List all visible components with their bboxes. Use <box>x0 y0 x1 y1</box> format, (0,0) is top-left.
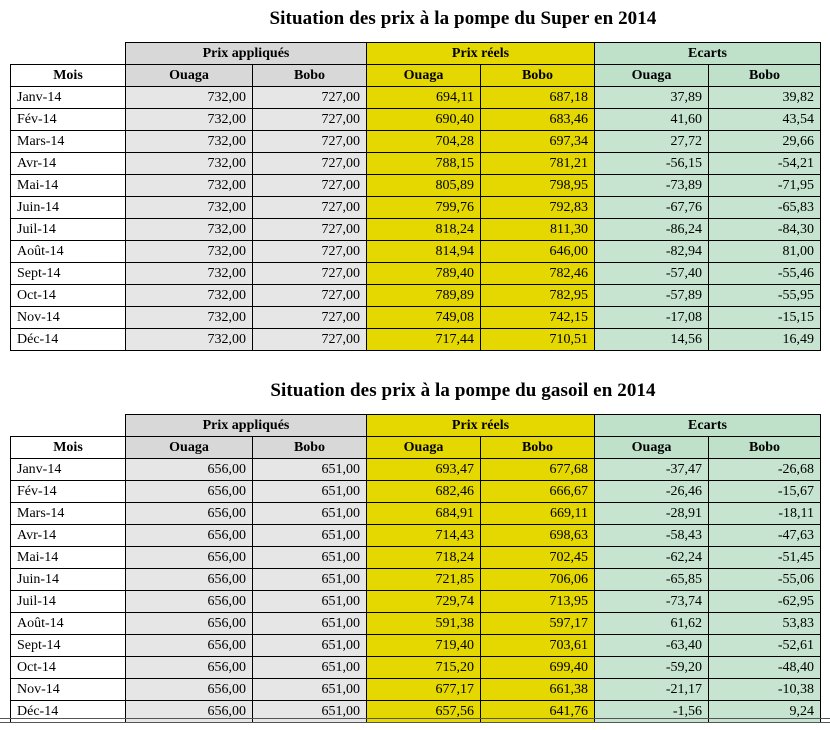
cell-real-ouaga: 704,28 <box>367 131 481 153</box>
cell-applied-bobo: 727,00 <box>253 175 367 197</box>
cell-applied-bobo: 651,00 <box>253 701 367 723</box>
cell-gap-bobo: -55,46 <box>709 263 821 285</box>
cell-month: Mai-14 <box>11 547 126 569</box>
cell-applied-ouaga: 732,00 <box>126 197 253 219</box>
cell-applied-bobo: 651,00 <box>253 547 367 569</box>
cell-applied-bobo: 651,00 <box>253 591 367 613</box>
cell-applied-ouaga: 732,00 <box>126 219 253 241</box>
cell-applied-ouaga: 656,00 <box>126 481 253 503</box>
cell-gap-bobo: -55,06 <box>709 569 821 591</box>
cell-gap-bobo: -54,21 <box>709 153 821 175</box>
table-row <box>11 285 821 307</box>
cell-applied-bobo: 727,00 <box>253 241 367 263</box>
cell-gap-bobo: 81,00 <box>709 241 821 263</box>
cell-real-bobo: 782,46 <box>481 263 595 285</box>
cell-month: Juil-14 <box>11 219 126 241</box>
cell-month: Août-14 <box>11 241 126 263</box>
cell-applied-ouaga: 656,00 <box>126 591 253 613</box>
cell-gap-bobo: -15,67 <box>709 481 821 503</box>
table-row <box>11 547 821 569</box>
cell-applied-ouaga: 732,00 <box>126 241 253 263</box>
cell-gap-bobo: -10,38 <box>709 679 821 701</box>
cell-gap-ouaga: -86,24 <box>595 219 709 241</box>
cell-real-ouaga: 789,89 <box>367 285 481 307</box>
cell-real-ouaga: 657,56 <box>367 701 481 723</box>
cell-applied-bobo: 727,00 <box>253 109 367 131</box>
header-spacer <box>11 415 126 437</box>
cell-month: Déc-14 <box>11 329 126 351</box>
table-row <box>11 613 821 635</box>
cell-gap-ouaga: -63,40 <box>595 635 709 657</box>
table-row <box>11 197 821 219</box>
gasoil-table-title: Situation des prix à la pompe du gasoil en 2014 <box>270 380 656 401</box>
cell-gap-bobo: 9,24 <box>709 701 821 723</box>
group-header-applied: Prix appliqués <box>126 43 367 65</box>
cell-applied-bobo: 727,00 <box>253 197 367 219</box>
cell-real-ouaga: 719,40 <box>367 635 481 657</box>
cell-applied-ouaga: 732,00 <box>126 307 253 329</box>
group-header-gap: Ecarts <box>595 415 821 437</box>
cell-month: Sept-14 <box>11 635 126 657</box>
cell-real-ouaga: 718,24 <box>367 547 481 569</box>
table-row <box>11 175 821 197</box>
column-header-mois: Mois <box>11 437 126 459</box>
cell-gap-ouaga: -58,43 <box>595 525 709 547</box>
cell-applied-bobo: 651,00 <box>253 635 367 657</box>
cell-applied-ouaga: 732,00 <box>126 329 253 351</box>
cell-applied-ouaga: 656,00 <box>126 635 253 657</box>
column-header-real-bobo: Bobo <box>481 65 595 87</box>
cell-gap-ouaga: -56,15 <box>595 153 709 175</box>
cell-applied-bobo: 651,00 <box>253 525 367 547</box>
cell-real-ouaga: 694,11 <box>367 87 481 109</box>
table-row <box>11 481 821 503</box>
table-row <box>11 503 821 525</box>
cell-applied-ouaga: 656,00 <box>126 525 253 547</box>
cell-gap-ouaga: -62,24 <box>595 547 709 569</box>
cell-month: Déc-14 <box>11 701 126 723</box>
table-row <box>11 219 821 241</box>
cell-real-bobo: 597,17 <box>481 613 595 635</box>
cell-gap-bobo: -18,11 <box>709 503 821 525</box>
column-header-real-ouaga: Ouaga <box>367 65 481 87</box>
column-header-real-ouaga: Ouaga <box>367 437 481 459</box>
cell-applied-bobo: 727,00 <box>253 87 367 109</box>
cell-real-bobo: 641,76 <box>481 701 595 723</box>
cell-gap-bobo: 39,82 <box>709 87 821 109</box>
cell-month: Fév-14 <box>11 109 126 131</box>
cell-month: Nov-14 <box>11 307 126 329</box>
cell-real-bobo: 742,15 <box>481 307 595 329</box>
table-row <box>11 657 821 679</box>
cell-month: Oct-14 <box>11 657 126 679</box>
cell-real-bobo: 703,61 <box>481 635 595 657</box>
cell-gap-ouaga: 27,72 <box>595 131 709 153</box>
cell-applied-ouaga: 656,00 <box>126 459 253 481</box>
cell-gap-ouaga: 41,60 <box>595 109 709 131</box>
cell-month: Avr-14 <box>11 153 126 175</box>
cell-applied-ouaga: 732,00 <box>126 153 253 175</box>
table-row <box>11 591 821 613</box>
cell-applied-bobo: 651,00 <box>253 613 367 635</box>
cell-real-ouaga: 818,24 <box>367 219 481 241</box>
cell-real-ouaga: 789,40 <box>367 263 481 285</box>
cell-applied-bobo: 651,00 <box>253 503 367 525</box>
super-table-title: Situation des prix à la pompe du Super en 2014 <box>269 8 657 29</box>
super-price-table <box>10 42 821 351</box>
cell-gap-bobo: 43,54 <box>709 109 821 131</box>
cell-real-bobo: 669,11 <box>481 503 595 525</box>
table-row <box>11 131 821 153</box>
cell-gap-bobo: 53,83 <box>709 613 821 635</box>
cell-gap-ouaga: 37,89 <box>595 87 709 109</box>
cell-applied-ouaga: 656,00 <box>126 701 253 723</box>
cell-real-ouaga: 721,85 <box>367 569 481 591</box>
cell-gap-bobo: -47,63 <box>709 525 821 547</box>
cell-real-bobo: 646,00 <box>481 241 595 263</box>
cell-real-ouaga: 591,38 <box>367 613 481 635</box>
cell-real-bobo: 710,51 <box>481 329 595 351</box>
cell-real-bobo: 697,34 <box>481 131 595 153</box>
bottom-divider <box>0 718 830 723</box>
cell-month: Août-14 <box>11 613 126 635</box>
cell-real-bobo: 811,30 <box>481 219 595 241</box>
cell-real-ouaga: 729,74 <box>367 591 481 613</box>
cell-applied-bobo: 727,00 <box>253 263 367 285</box>
cell-real-bobo: 677,68 <box>481 459 595 481</box>
cell-real-ouaga: 682,46 <box>367 481 481 503</box>
column-header-applied-bobo: Bobo <box>253 65 367 87</box>
cell-applied-ouaga: 732,00 <box>126 87 253 109</box>
cell-real-ouaga: 717,44 <box>367 329 481 351</box>
cell-gap-bobo: -52,61 <box>709 635 821 657</box>
column-header-gap-bobo: Bobo <box>709 65 821 87</box>
table-row <box>11 329 821 351</box>
cell-month: Mars-14 <box>11 131 126 153</box>
column-header-gap-ouaga: Ouaga <box>595 437 709 459</box>
cell-applied-bobo: 651,00 <box>253 679 367 701</box>
cell-month: Fév-14 <box>11 481 126 503</box>
cell-month: Avr-14 <box>11 525 126 547</box>
cell-applied-ouaga: 732,00 <box>126 109 253 131</box>
cell-applied-ouaga: 732,00 <box>126 175 253 197</box>
cell-applied-bobo: 727,00 <box>253 219 367 241</box>
cell-real-bobo: 666,67 <box>481 481 595 503</box>
cell-real-bobo: 781,21 <box>481 153 595 175</box>
cell-gap-ouaga: -1,56 <box>595 701 709 723</box>
cell-applied-ouaga: 656,00 <box>126 569 253 591</box>
cell-applied-bobo: 727,00 <box>253 131 367 153</box>
cell-applied-bobo: 727,00 <box>253 329 367 351</box>
cell-applied-ouaga: 656,00 <box>126 547 253 569</box>
group-header-real: Prix réels <box>367 43 595 65</box>
cell-gap-bobo: -15,15 <box>709 307 821 329</box>
cell-real-bobo: 687,18 <box>481 87 595 109</box>
cell-gap-ouaga: -26,46 <box>595 481 709 503</box>
cell-real-bobo: 782,95 <box>481 285 595 307</box>
cell-real-ouaga: 690,40 <box>367 109 481 131</box>
gasoil-price-table <box>10 414 821 723</box>
cell-month: Janv-14 <box>11 87 126 109</box>
cell-applied-ouaga: 732,00 <box>126 263 253 285</box>
super-table-body <box>11 87 821 351</box>
cell-real-ouaga: 677,17 <box>367 679 481 701</box>
cell-month: Janv-14 <box>11 459 126 481</box>
cell-applied-bobo: 727,00 <box>253 153 367 175</box>
group-header-real: Prix réels <box>367 415 595 437</box>
cell-real-ouaga: 684,91 <box>367 503 481 525</box>
cell-real-ouaga: 805,89 <box>367 175 481 197</box>
cell-gap-ouaga: -57,89 <box>595 285 709 307</box>
cell-gap-ouaga: 14,56 <box>595 329 709 351</box>
cell-real-bobo: 798,95 <box>481 175 595 197</box>
table-row <box>11 241 821 263</box>
cell-applied-ouaga: 656,00 <box>126 613 253 635</box>
column-header-gap-bobo: Bobo <box>709 437 821 459</box>
cell-gap-bobo: -55,95 <box>709 285 821 307</box>
cell-gap-bobo: -51,45 <box>709 547 821 569</box>
cell-month: Juil-14 <box>11 591 126 613</box>
cell-applied-bobo: 651,00 <box>253 657 367 679</box>
cell-gap-ouaga: -21,17 <box>595 679 709 701</box>
table-row <box>11 459 821 481</box>
cell-month: Oct-14 <box>11 285 126 307</box>
cell-gap-ouaga: -67,76 <box>595 197 709 219</box>
cell-month: Nov-14 <box>11 679 126 701</box>
cell-real-bobo: 702,45 <box>481 547 595 569</box>
cell-gap-bobo: -84,30 <box>709 219 821 241</box>
cell-real-ouaga: 788,15 <box>367 153 481 175</box>
cell-month: Mars-14 <box>11 503 126 525</box>
cell-gap-ouaga: -73,89 <box>595 175 709 197</box>
cell-real-ouaga: 799,76 <box>367 197 481 219</box>
cell-month: Juin-14 <box>11 197 126 219</box>
table-row <box>11 263 821 285</box>
cell-gap-ouaga: -57,40 <box>595 263 709 285</box>
column-header-applied-ouaga: Ouaga <box>126 65 253 87</box>
cell-gap-ouaga: -59,20 <box>595 657 709 679</box>
cell-applied-bobo: 727,00 <box>253 307 367 329</box>
cell-gap-bobo: -71,95 <box>709 175 821 197</box>
cell-applied-bobo: 651,00 <box>253 481 367 503</box>
table-row <box>11 87 821 109</box>
cell-real-ouaga: 714,43 <box>367 525 481 547</box>
cell-applied-bobo: 727,00 <box>253 285 367 307</box>
cell-gap-ouaga: -82,94 <box>595 241 709 263</box>
table-row <box>11 635 821 657</box>
group-header-gap: Ecarts <box>595 43 821 65</box>
column-header-real-bobo: Bobo <box>481 437 595 459</box>
cell-real-bobo: 699,40 <box>481 657 595 679</box>
gasoil-table-body <box>11 459 821 723</box>
cell-gap-bobo: -26,68 <box>709 459 821 481</box>
cell-real-bobo: 792,83 <box>481 197 595 219</box>
table-row <box>11 525 821 547</box>
cell-applied-ouaga: 732,00 <box>126 131 253 153</box>
table-row <box>11 679 821 701</box>
cell-applied-ouaga: 732,00 <box>126 285 253 307</box>
table-row <box>11 153 821 175</box>
group-header-applied: Prix appliqués <box>126 415 367 437</box>
cell-gap-bobo: 16,49 <box>709 329 821 351</box>
cell-gap-bobo: -62,95 <box>709 591 821 613</box>
table-row <box>11 569 821 591</box>
table-row <box>11 307 821 329</box>
cell-gap-bobo: -65,83 <box>709 197 821 219</box>
cell-month: Mai-14 <box>11 175 126 197</box>
column-header-gap-ouaga: Ouaga <box>595 65 709 87</box>
cell-real-ouaga: 814,94 <box>367 241 481 263</box>
column-header-applied-ouaga: Ouaga <box>126 437 253 459</box>
cell-gap-ouaga: -28,91 <box>595 503 709 525</box>
cell-gap-ouaga: -37,47 <box>595 459 709 481</box>
cell-real-bobo: 683,46 <box>481 109 595 131</box>
cell-gap-ouaga: -65,85 <box>595 569 709 591</box>
cell-real-ouaga: 749,08 <box>367 307 481 329</box>
cell-month: Juin-14 <box>11 569 126 591</box>
cell-applied-ouaga: 656,00 <box>126 657 253 679</box>
cell-applied-ouaga: 656,00 <box>126 679 253 701</box>
cell-gap-bobo: 29,66 <box>709 131 821 153</box>
column-header-mois: Mois <box>11 65 126 87</box>
header-spacer <box>11 43 126 65</box>
cell-month: Sept-14 <box>11 263 126 285</box>
cell-real-bobo: 661,38 <box>481 679 595 701</box>
cell-gap-bobo: -48,40 <box>709 657 821 679</box>
cell-real-ouaga: 715,20 <box>367 657 481 679</box>
column-header-applied-bobo: Bobo <box>253 437 367 459</box>
cell-gap-ouaga: 61,62 <box>595 613 709 635</box>
table-row <box>11 109 821 131</box>
cell-applied-bobo: 651,00 <box>253 569 367 591</box>
cell-gap-ouaga: -17,08 <box>595 307 709 329</box>
cell-applied-bobo: 651,00 <box>253 459 367 481</box>
cell-real-ouaga: 693,47 <box>367 459 481 481</box>
cell-real-bobo: 713,95 <box>481 591 595 613</box>
cell-gap-ouaga: -73,74 <box>595 591 709 613</box>
cell-real-bobo: 698,63 <box>481 525 595 547</box>
cell-real-bobo: 706,06 <box>481 569 595 591</box>
cell-applied-ouaga: 656,00 <box>126 503 253 525</box>
